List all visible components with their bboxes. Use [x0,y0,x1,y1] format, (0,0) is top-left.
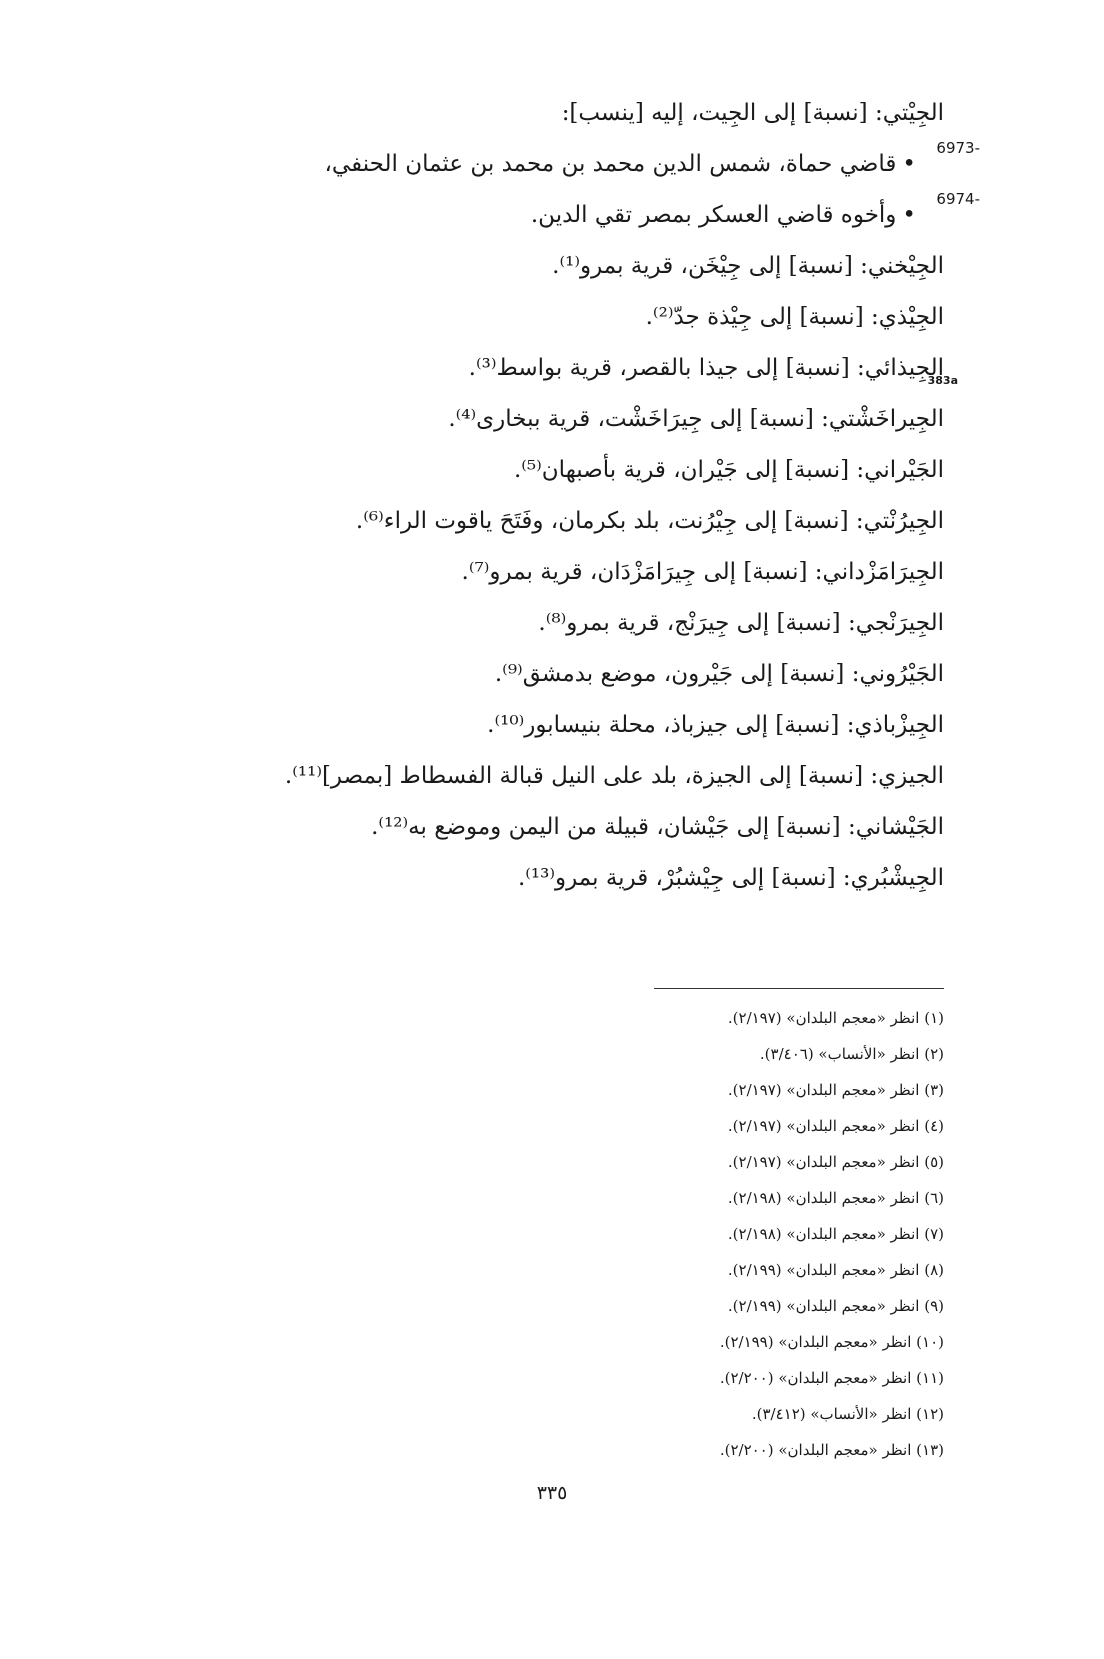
entry-line: الجِيرُنْتي: [نسبة] إلى جِيْرُنت، بلد بكرمان، وفَتَحَ ياقوت الراء⁽⁶⁾. [355,508,944,534]
footnote: (١٣) انظر «معجم البلدان» (٢/٢٠٠). [719,1441,944,1459]
person-line [224,190,916,241]
footnote: (٤) انظر «معجم البلدان» (٢/١٩٧). [727,1117,944,1135]
entry-line: الجِيْذي: [نسبة] إلى جِيْذة جدّ⁽²⁾. [645,304,944,330]
entry-line: الجَيْرُوني: [نسبة] إلى جَيْرون، موضع بدمشق⁽⁹⁾. [494,661,944,687]
entry-line: الجيزي: [نسبة] إلى الجيزة، بلد على النيل قبالة الفسطاط [بمصر]⁽¹¹⁾. [284,763,944,789]
footnote: (٩) انظر «معجم البلدان» (٢/١٩٩). [727,1297,944,1315]
footnote-divider [654,988,944,989]
bullet-glyph: • [902,151,916,177]
entry-line: الجِيرَامَزْداني: [نسبة] إلى جِيرَامَزْدَان، قرية بمرو⁽⁷⁾. [461,559,944,585]
entry-line: الجَيْراني: [نسبة] إلى جَيْران، قرية بأصبهان⁽⁵⁾. [513,457,944,483]
entry-line: الجِيرَنْجي: [نسبة] إلى جِيرَنْج، قرية بمرو⁽⁸⁾. [538,610,944,636]
entry-number: 6973- [936,139,980,157]
footnote: (١١) انظر «معجم البلدان» (٢/٢٠٠). [719,1369,944,1387]
person-text: قاضي حماة، شمس الدين محمد بن محمد بن عثمان الحنفي، [324,151,897,177]
entry-line: الجِيذائي: [نسبة] إلى جيذا بالقصر، قرية بواسط⁽³⁾. [468,355,944,381]
footnote: (٨) انظر «معجم البلدان» (٢/١٩٩). [727,1261,944,1279]
footnote: (٧) انظر «معجم البلدان» (٢/١٩٨). [727,1225,944,1243]
footnote: (١٠) انظر «معجم البلدان» (٢/١٩٩). [719,1333,944,1351]
footnotes [344,1000,944,1468]
bullet-glyph: • [902,202,916,228]
entry-line: الجِيشْبُري: [نسبة] إلى جِيْشبُرْ، قرية بمرو⁽¹³⁾. [517,865,944,891]
footnote: (١) انظر «معجم البلدان» (٢/١٩٧). [727,1009,944,1027]
footnote: (٣) انظر «معجم البلدان» (٢/١٩٧). [727,1081,944,1099]
footnote: (٦) انظر «معجم البلدان» (٢/١٩٨). [727,1189,944,1207]
person-line [224,139,916,190]
entry-line: الجِيزْباذي: [نسبة] إلى جيزباذ، محلة بنيسابور⁽¹⁰⁾. [487,712,944,738]
page-number: ٣٣٥ [536,1482,568,1504]
entry-line: الجِيراخَشْتي: [نسبة] إلى جِيرَاخَشْت، قرية ببخارى⁽⁴⁾. [448,406,944,432]
margin-marker: 383a [927,374,958,387]
body-text [224,88,944,904]
entry-line: الجِيْتي: [نسبة] إلى الجِيت، إليه [ينسب]: [561,100,944,126]
entry-line: الجِيْخني: [نسبة] إلى جِيْخَن، قرية بمرو⁽¹⁾. [552,253,944,279]
entry-line: الجَيْشاني: [نسبة] إلى جَيْشان، قبيلة من اليمن وموضع به⁽¹²⁾. [371,814,944,840]
footnote: (١٢) انظر «الأنساب» (٣/٤١٢). [751,1405,944,1423]
entry-number: 6974- [936,190,980,208]
footnote: (٢) انظر «الأنساب» (٣/٤٠٦). [759,1045,944,1063]
footnote: (٥) انظر «معجم البلدان» (٢/١٩٧). [727,1153,944,1171]
person-text: وأخوه قاضي العسكر بمصر تقي الدين. [530,202,897,228]
